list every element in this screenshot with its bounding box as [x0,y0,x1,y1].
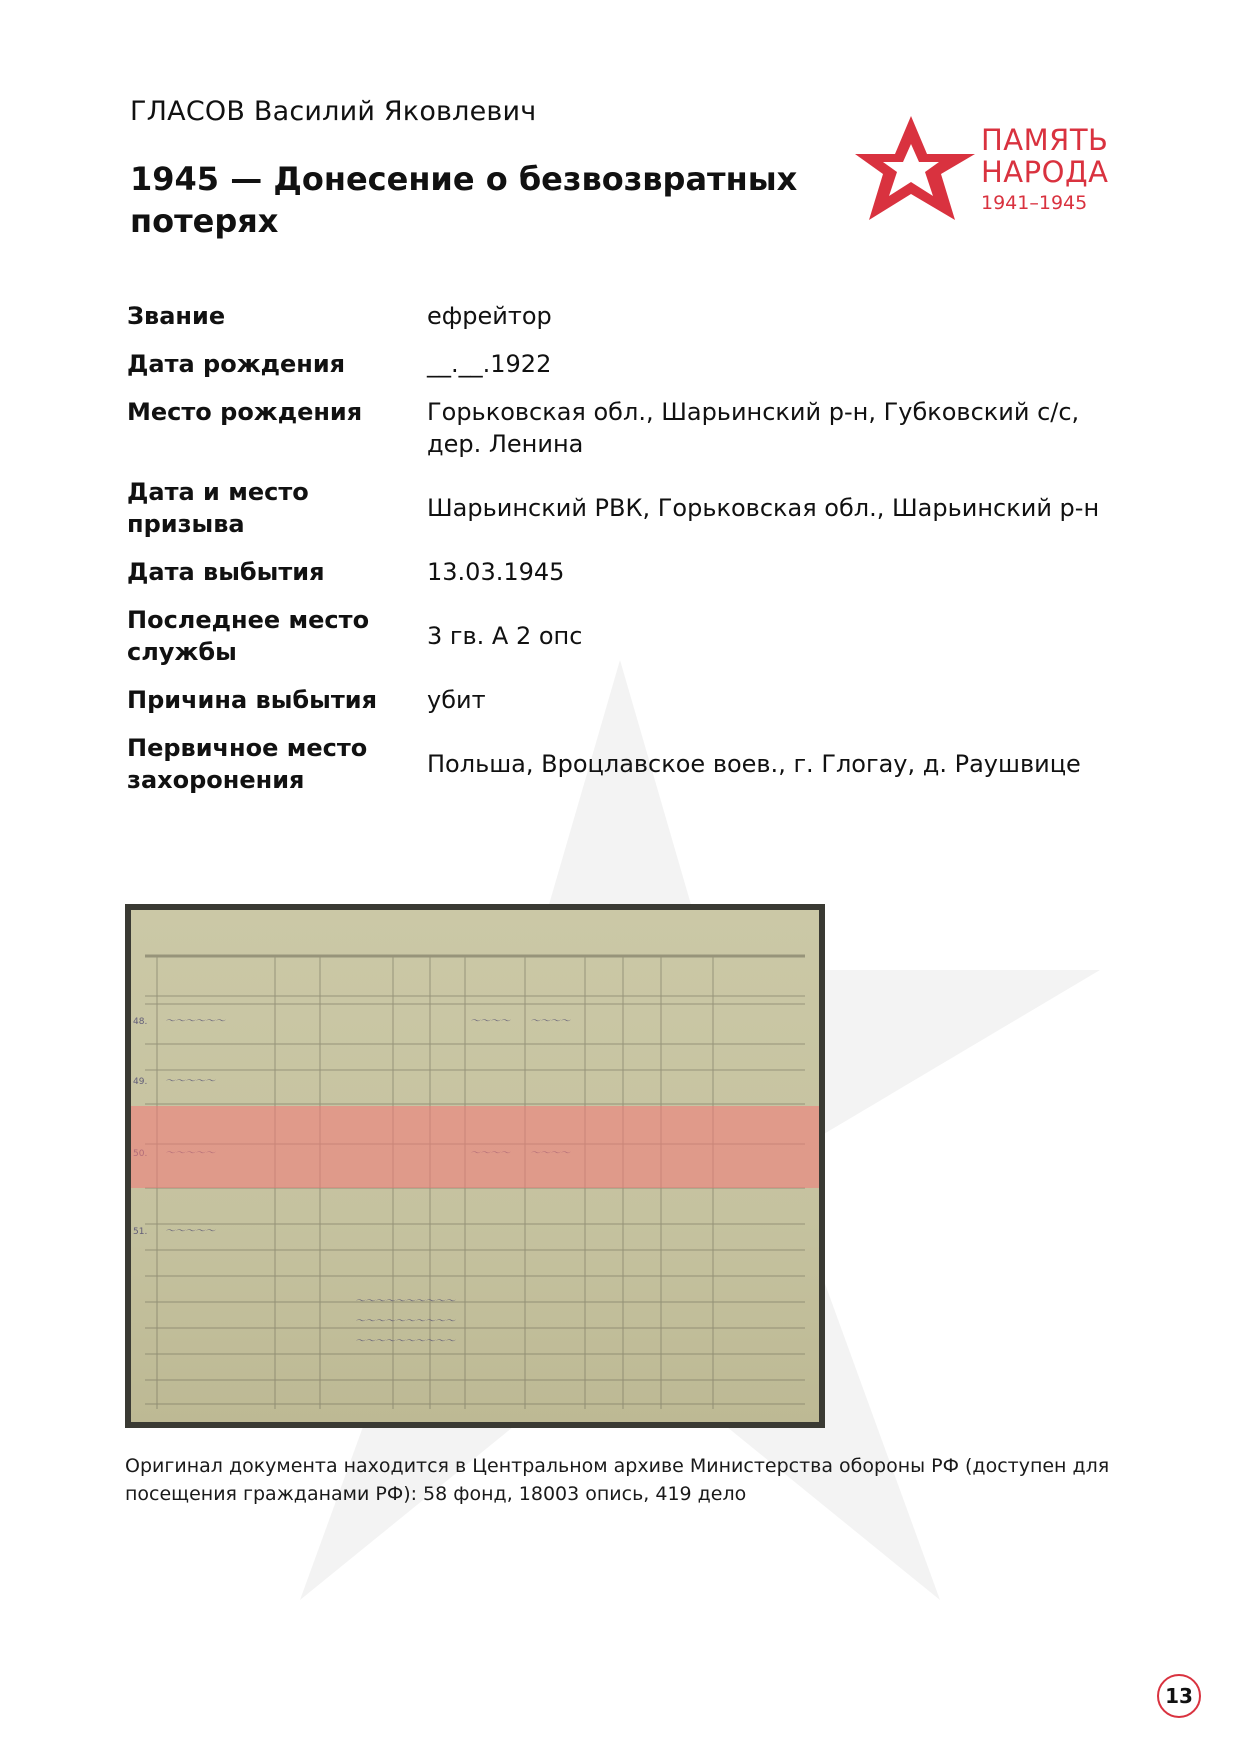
info-label: Дата и место призыва [127,478,309,538]
info-label: Причина выбытия [127,686,377,714]
svg-text:～～～～～: ～～～～～ [165,1076,215,1087]
info-label: Звание [127,302,226,330]
info-row-birth-place [127,396,1127,460]
logo-line-1: ПАМЯТЬ [981,123,1109,157]
info-table [127,300,1127,812]
info-value: ефрейтор [427,302,552,330]
svg-text:49.: 49. [133,1077,148,1087]
info-row-birth-date [127,348,1127,380]
svg-text:～～～～～～～～～～: ～～～～～～～～～～ [355,1336,455,1347]
info-row-burial [127,732,1127,796]
archive-caption: Оригинал документа находится в Центральном архиве Министерства обороны РФ (доступен для посещения гражданами РФ): 58 фонд, 18003 опись, 419 дело [125,1455,1110,1505]
info-value: убит [427,686,486,714]
svg-text:～～～～: ～～～～ [530,1016,570,1027]
highlighted-row [131,1106,819,1188]
info-row-draft [127,476,1127,540]
svg-text:51.: 51. [133,1227,148,1237]
info-label: Дата рождения [127,350,346,378]
info-value: Шарьинский РВК, Горьковская обл., Шарьинский р-н [427,494,1100,522]
svg-text:48.: 48. [133,1017,148,1027]
info-label: Последнее место службы [127,606,370,666]
document-title: 1945 — Донесение о безвозвратных потерях [130,160,798,240]
svg-text:～～～～: ～～～～ [470,1016,510,1027]
info-label: Место рождения [127,398,363,426]
info-value: 3 гв. А 2 опс [427,622,583,650]
info-value: 13.03.1945 [427,558,565,586]
info-row-last-service [127,604,1127,668]
svg-text:～～～～～: ～～～～～ [165,1226,215,1237]
info-value: Горьковская обл., Шарьинский р-н, Губковский с/с, дер. Ленина [427,398,1080,458]
info-label: Первичное место захоронения [127,734,368,794]
svg-text:～～～～～～: ～～～～～～ [165,1016,225,1027]
person-name: ГЛАСОВ Василий Яковлевич [130,96,537,127]
red-star-icon [855,116,975,220]
info-value: Польша, Вроцлавское воев., г. Глогау, д. Раушвице [427,750,1081,778]
info-value: __.__.1922 [427,350,552,378]
logo-line-2: НАРОДА [981,155,1109,189]
pamyat-naroda-logo [855,116,1135,221]
logo-text [981,124,1108,217]
info-row-leave-date [127,556,1127,588]
svg-text:～～～～～～～～～～: ～～～～～～～～～～ [355,1296,455,1307]
page-number: 13 [1157,1674,1201,1718]
info-row-leave-reason [127,684,1127,716]
svg-text:～～～～～～～～～～: ～～～～～～～～～～ [355,1316,455,1327]
archive-document-scan[interactable] [125,904,825,1428]
info-label: Дата выбытия [127,558,325,586]
info-row-rank [127,300,1127,332]
logo-years: 1941–1945 [981,192,1088,214]
